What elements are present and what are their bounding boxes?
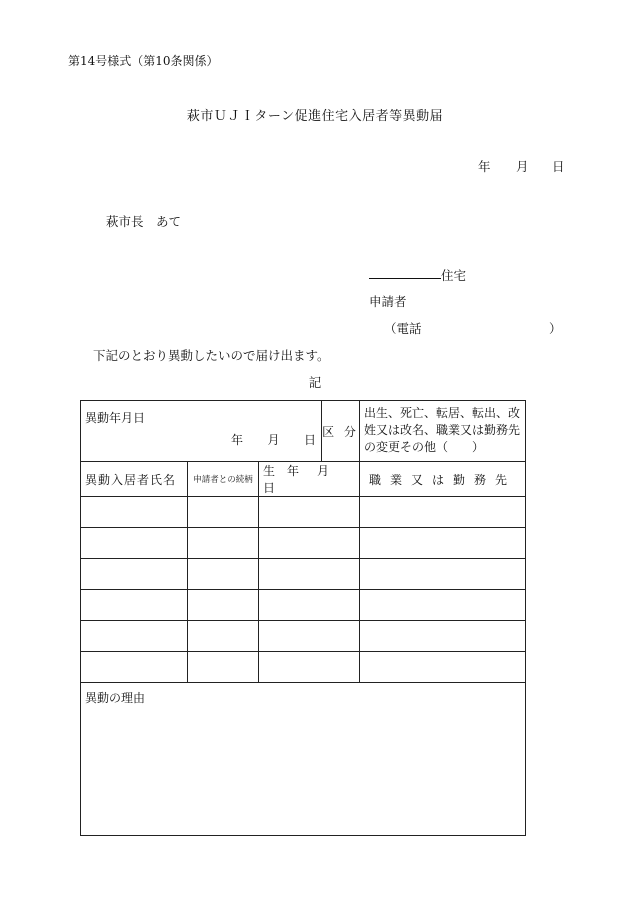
job-cell[interactable] [360,652,526,683]
relation-cell[interactable] [188,497,259,528]
tel-label: （電話 [384,321,422,336]
date-year-label: 年 [478,159,491,174]
birth-year: 年 [287,464,300,478]
table-row [81,497,526,528]
birthdate-cell[interactable] [259,621,360,652]
addressee: 萩市長 あて [106,214,182,229]
birthdate-cell[interactable] [259,652,360,683]
birth-month: 月 [317,464,330,478]
document-title: 萩市ＵＪＩターン促進住宅入居者等異動届 [186,109,444,124]
name-cell[interactable] [81,528,188,559]
job-cell[interactable] [360,528,526,559]
birthdate-cell[interactable] [259,497,360,528]
relation-cell[interactable] [188,590,259,621]
birthdate-cell[interactable] [259,559,360,590]
job-cell[interactable] [360,497,526,528]
relation-cell[interactable] [188,528,259,559]
birth-prefix: 生 [263,464,276,478]
applicant-label: 申請者 [369,294,407,309]
job-column-header: 職業又は勤務先 [360,462,526,497]
kubun-options[interactable]: 出生、死亡、転居、転出、改姓又は改名、職業又は勤務先の変更その他（ ） [360,401,526,462]
birthdate-cell[interactable] [259,528,360,559]
relation-cell[interactable] [188,652,259,683]
name-cell[interactable] [81,621,188,652]
change-date-row [81,401,526,462]
change-date-label: 異動年月日 [85,411,146,425]
change-date-month: 月 [267,433,280,447]
ki-heading: 記 [308,375,322,390]
job-cell[interactable] [360,590,526,621]
relation-column-header: 申請者との続柄 [188,462,259,497]
reason-row [81,683,526,836]
job-cell[interactable] [360,559,526,590]
relation-cell[interactable] [188,559,259,590]
date-month-label: 月 [516,159,529,174]
table-row [81,652,526,683]
name-cell[interactable] [81,497,188,528]
birth-day: 日 [263,481,276,495]
kubun-label: 区 分 [322,401,360,462]
birthdate-column-header [259,462,360,497]
header-row [81,462,526,497]
reason-cell[interactable] [81,683,526,836]
form-number: 第14号様式（第10条関係） [68,54,219,68]
table-row [81,621,526,652]
birthdate-cell[interactable] [259,590,360,621]
table-row [81,528,526,559]
name-cell[interactable] [81,590,188,621]
table-row [81,559,526,590]
change-date-cell[interactable] [81,401,322,462]
change-date-day: 日 [303,433,316,447]
name-column-header: 異動入居者氏名 [81,462,188,497]
table-row [81,590,526,621]
intro-text: 下記のとおり異動したいので届け出ます。 [93,348,330,363]
address-label: 住宅 [441,268,467,283]
date-day-label: 日 [552,159,565,174]
job-cell[interactable] [360,621,526,652]
change-form-table [80,400,526,836]
name-cell[interactable] [81,559,188,590]
name-cell[interactable] [81,652,188,683]
relation-cell[interactable] [188,621,259,652]
change-date-units [231,431,316,448]
address-input-line[interactable] [369,266,441,279]
reason-label: 異動の理由 [85,691,146,705]
change-date-year: 年 [231,433,244,447]
tel-close-paren: ） [549,321,562,336]
